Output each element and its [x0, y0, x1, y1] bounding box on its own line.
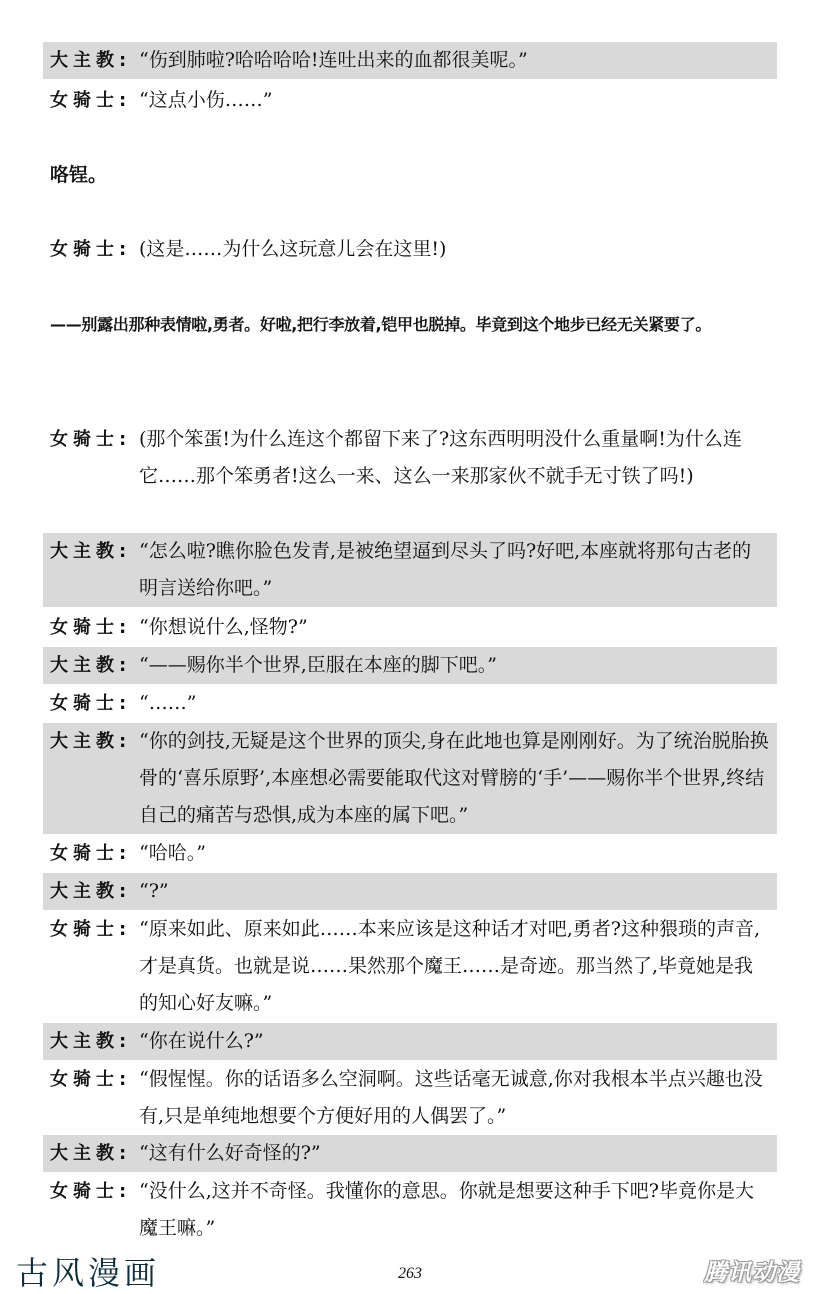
speaker-label: 女骑士: [50, 843, 132, 864]
dialogue-text: “假惺惺。你的话语多么空洞啊。这些话毫无诚意,你对我根本半点兴趣也没有,只是单纯地想要个方便好用的人偶罢了。” [139, 1068, 763, 1127]
page-number: 263 [398, 1265, 422, 1282]
speaker-label: 大主教: [50, 881, 132, 902]
dialogue-line [43, 231, 777, 268]
dialogue-text: “怎么啦?瞧你脸色发青,是被绝望逼到尽头了吗?好吧,本座就将那句古老的明言送给你吧。” [139, 540, 752, 599]
speaker-label: 大主教: [50, 50, 132, 71]
dialogue-line [43, 1061, 777, 1135]
dialogue-text: “?” [139, 880, 169, 902]
dialogue-line [43, 42, 777, 79]
dialogue-line [43, 647, 777, 684]
narration-text: 咯锃。 [50, 164, 108, 186]
speaker-label: 大主教: [50, 655, 132, 676]
dialogue-text: “这有什么好奇怪的?” [139, 1142, 321, 1164]
speaker-label: 女骑士: [50, 1181, 132, 1202]
dialogue-line [43, 1023, 777, 1060]
dialogue-line [43, 873, 777, 910]
dialogue-text: “这点小伤……” [139, 89, 273, 111]
dialogue-text: (那个笨蛋!为什么连这个都留下来了?这东西明明没什么重量啊!为什么连它……那个笨勇者!这么一来、这么一来那家伙不就手无寸铁了吗!) [139, 428, 742, 487]
dialogue-text: “你在说什么?” [139, 1030, 264, 1052]
site-logo-text: 古风漫画 [16, 1254, 161, 1292]
dialogue-line [43, 82, 777, 119]
watermark-logo: 腾讯动漫 [704, 1260, 800, 1286]
speaker-label: 大主教: [50, 1143, 132, 1164]
speaker-label: 大主教: [50, 541, 132, 562]
dialogue-line [43, 1173, 777, 1247]
speaker-label: 大主教: [50, 1031, 132, 1052]
speaker-label: 大主教: [50, 731, 132, 752]
dialogue-text: “原来如此、原来如此……本来应该是这种话才对吧,勇者?这种猥琐的声音,才是真货。也就是说……果然那个魔王……是奇迹。那当然了,毕竟她是我的知心好友嘛。” [139, 918, 760, 1014]
speaker-label: 女骑士: [50, 429, 132, 450]
dialogue-line [43, 533, 777, 607]
dialogue-text: “……” [139, 692, 197, 714]
dialogue-line [43, 421, 777, 495]
narration-text: ——别露出那种表情啦,勇者。好啦,把行李放着,铠甲也脱掉。毕竟到这个地步已经无关紧要了。 [50, 315, 712, 334]
dialogue-text: “——赐你半个世界,臣服在本座的脚下吧。” [139, 654, 497, 676]
dialogue-text: “你的剑技,无疑是这个世界的顶尖,身在此地也算是刚刚好。为了统治脱胎换骨的‘喜乐原野’,本座想必需要能取代这对臂膀的‘手’——赐你半个世界,终结自己的痛苦与恐惧,成为本座的属下吧。” [139, 730, 769, 826]
dialogue-line [43, 609, 777, 646]
dialogue-text: “没什么,这并不奇怪。我懂你的意思。你就是想要这种手下吧?毕竟你是大魔王嘛。” [139, 1180, 754, 1239]
dialogue-line [43, 911, 777, 1022]
dialogue-text: (这是……为什么这玩意儿会在这里!) [139, 238, 447, 260]
dialogue-text: “伤到肺啦?哈哈哈哈!连吐出来的血都很美呢。” [139, 49, 528, 71]
dialogue-line [43, 1135, 777, 1172]
dialogue-text: “哈哈。” [139, 842, 206, 864]
speaker-label: 女骑士: [50, 90, 132, 111]
speaker-label: 女骑士: [50, 693, 132, 714]
speaker-label: 女骑士: [50, 1069, 132, 1090]
speaker-label: 女骑士: [50, 617, 132, 638]
speaker-label: 女骑士: [50, 239, 132, 260]
dialogue-line [43, 685, 777, 722]
dialogue-text: “你想说什么,怪物?” [139, 616, 308, 638]
dialogue-line [43, 723, 777, 834]
speaker-label: 女骑士: [50, 919, 132, 940]
dialogue-line [43, 835, 777, 872]
